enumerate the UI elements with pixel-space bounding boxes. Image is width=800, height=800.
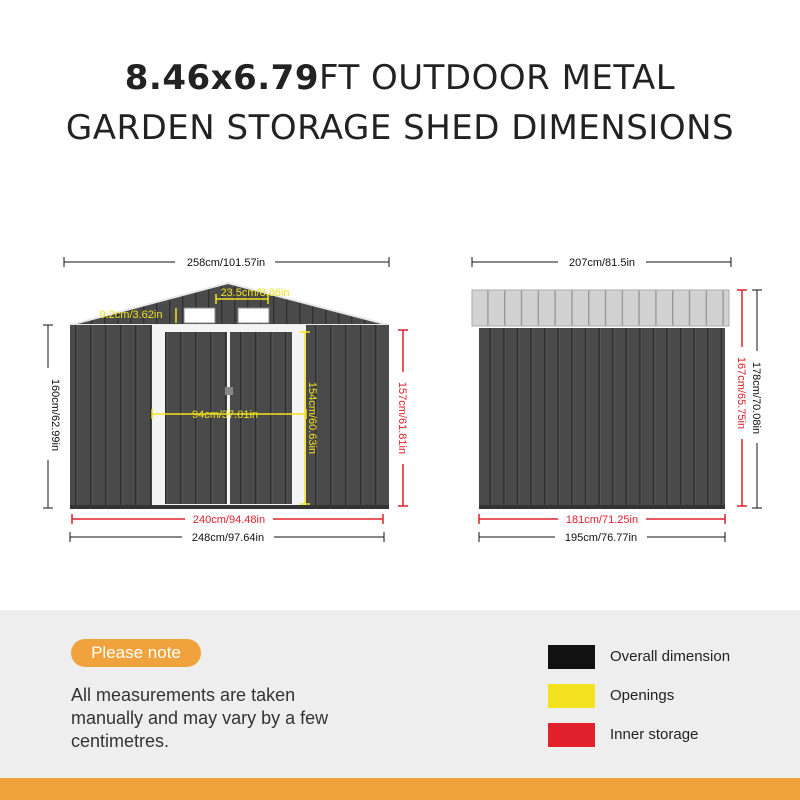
side-roof bbox=[472, 290, 729, 326]
legend-item-overall bbox=[548, 645, 768, 669]
front-inner-width-label: 240cm/94.48in bbox=[192, 514, 266, 526]
page-title-line-2: GARDEN STORAGE SHED DIMENSIONS bbox=[65, 108, 735, 148]
door-height-label: 154cm/60.63in bbox=[306, 381, 318, 455]
side-view bbox=[472, 290, 729, 509]
vent-width-label: 23.5cm/8.86in bbox=[220, 287, 290, 299]
side-inner-depth-label: 181cm/71.25in bbox=[565, 514, 639, 526]
vent-left bbox=[184, 308, 215, 323]
page-title-line-1: 8.46x6.79FT OUTDOOR METAL bbox=[124, 58, 676, 98]
side-roof-depth-label: 207cm/81.5in bbox=[568, 257, 636, 269]
side-base-depth-label: 195cm/76.77in bbox=[564, 532, 638, 544]
vent-right bbox=[238, 308, 269, 323]
legend-swatch-overall bbox=[548, 645, 595, 669]
door-width-label: 94cm/37.01in bbox=[191, 409, 259, 421]
door-handle bbox=[225, 387, 233, 395]
legend-label-openings: Openings bbox=[610, 687, 675, 704]
vent-height-label: 9.2cm/3.62in bbox=[99, 309, 163, 321]
legend-label-inner: Inner storage bbox=[610, 726, 699, 743]
legend-item-openings bbox=[548, 684, 768, 708]
side-height-label: 178cm/70.08in bbox=[750, 361, 762, 435]
side-wall bbox=[479, 328, 725, 508]
front-inner-height-label: 157cm/61.81in bbox=[396, 381, 408, 455]
please-note-badge: Please note bbox=[71, 639, 201, 667]
front-height-label: 160cm/62.99in bbox=[49, 378, 61, 452]
legend-label-overall: Overall dimension bbox=[610, 648, 731, 665]
side-base bbox=[479, 505, 725, 509]
front-base bbox=[70, 505, 389, 509]
legend-swatch-openings bbox=[548, 684, 595, 708]
note-text: All measurements are taken manually and may vary by a few centimetres. bbox=[71, 685, 329, 751]
legend-swatch-inner bbox=[548, 723, 595, 747]
front-roof-width-label: 258cm/101.57in bbox=[186, 257, 266, 269]
side-inner-height-label: 167cm/65.75in bbox=[735, 356, 747, 430]
front-base-width-label: 248cm/97.64in bbox=[191, 532, 265, 544]
legend-item-inner bbox=[548, 723, 768, 747]
bottom-accent-stripe bbox=[0, 778, 800, 800]
